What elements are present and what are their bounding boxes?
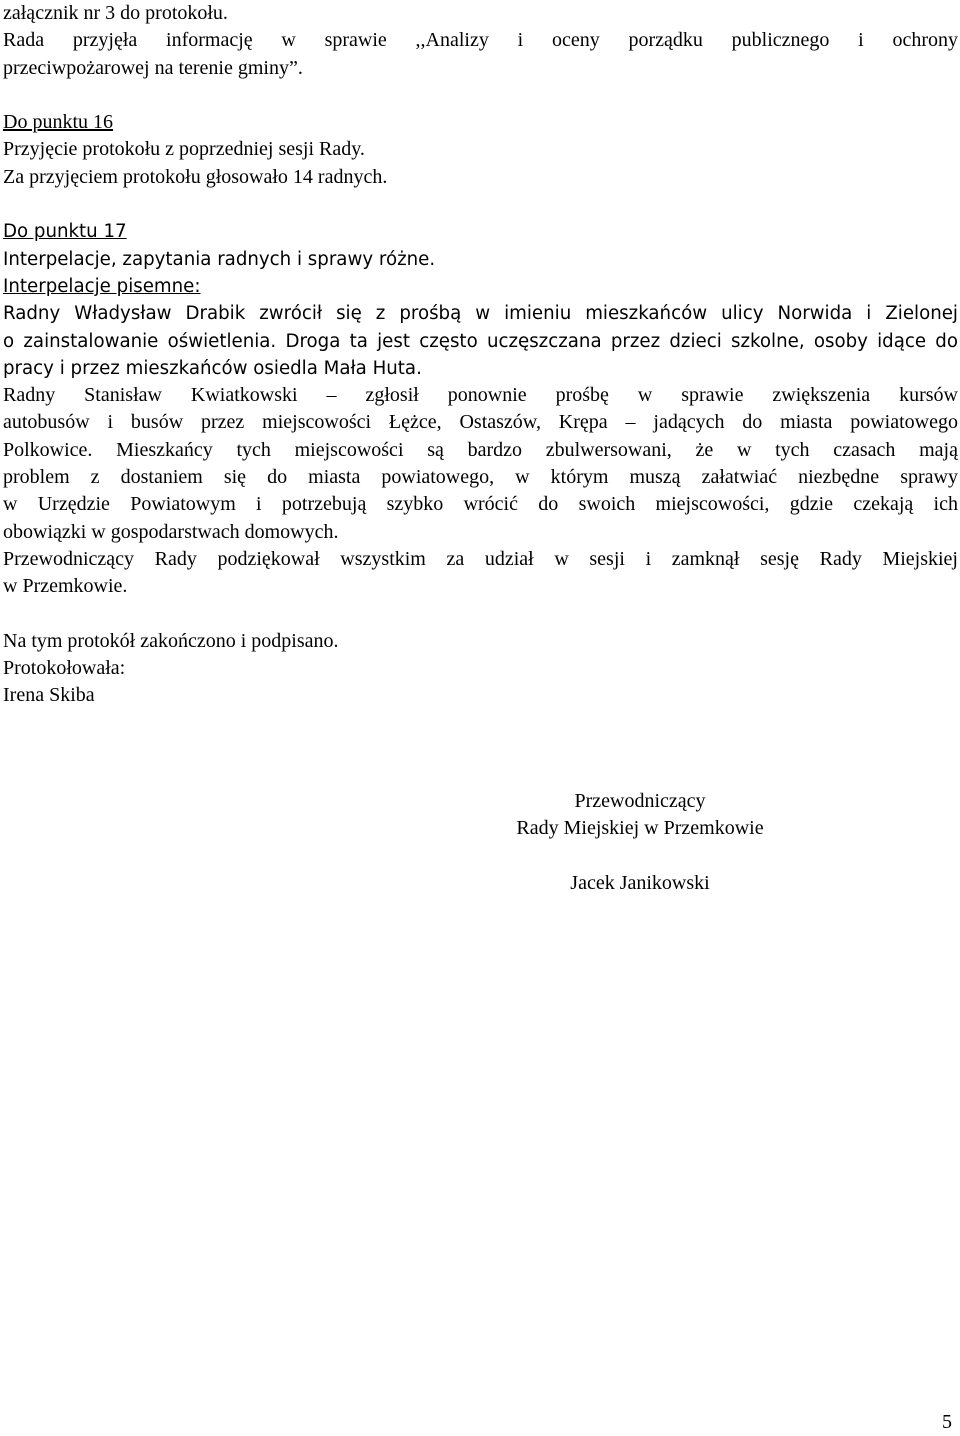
protocol-line-1: załącznik nr 3 do protokołu. (3, 2, 228, 24)
item17-p1-line-1: Radny Władysław Drabik zwrócił się z prośbą w imieniu mieszkańców ulicy Norwida i Zielonej (3, 303, 958, 325)
item16-title: Przyjęcie protokołu z poprzedniej sesji Rady. (3, 138, 365, 161)
item16-heading (3, 109, 958, 136)
item17-subheading-text: Interpelacje pisemne: (3, 275, 201, 297)
signature-title: Przewodniczący (574, 790, 706, 812)
spacer (3, 82, 958, 109)
item17-p1-line-2a: o zainstalowanie oświetlenia. (3, 330, 277, 352)
closing-line-1: Na tym protokół zakończono i podpisano. (3, 629, 339, 652)
item16-vote: Za przyjęciem protokołu głosowało 14 radnych. (3, 165, 388, 188)
signature-body: Rady Miejskiej w Przemkowie (516, 817, 764, 840)
protocol-line-3: przeciwpożarowej na terenie gminy”. (3, 56, 303, 79)
item17-p2-line-1: Radny Stanisław Kwiatkowski – zgłosił ponownie prośbę w sprawie zwiększenia kursów (3, 384, 958, 407)
item17-p1-line-3: pracy i przez mieszkańców osiedla Mała Huta. (3, 357, 422, 379)
item17-p2-line-6: obowiązki w gospodarstwach domowych. (3, 520, 339, 543)
item17-title: Interpelacje, zapytania radnych i sprawy różne. (3, 248, 436, 270)
spacer (3, 601, 958, 628)
closing-line-3: Irena Skiba (3, 684, 95, 707)
item17-p2-line-3: Polkowice. Mieszkańcy tych miejscowości są bardzo zbulwersowani, że w tych czasach mają (3, 438, 958, 461)
signature-name: Jacek Janikowski (570, 871, 710, 894)
item17-p1-line-2 (3, 328, 958, 355)
item17-p3-line-2: w Przemkowie. (3, 575, 128, 598)
spacer (3, 191, 958, 218)
page-number: 5 (942, 1411, 952, 1433)
signature-spacer (470, 843, 810, 870)
item17-heading-text: Do punktu 17 (3, 221, 127, 243)
document-body (3, 0, 958, 710)
item17-p2-line-4: problem z dostaniem się do miasta powiatowego, w którym muszą załatwiać niezbędne sprawy (3, 466, 958, 489)
closing-line-2: Protokołowała: (3, 657, 126, 680)
item17-subheading (3, 273, 958, 300)
item17-p1-line-2b: Droga ta jest często uczęszczana przez dzieci szkolne, osoby idące do (276, 330, 958, 352)
item16-heading-text: Do punktu 16 (3, 111, 113, 134)
item17-p2-line-2: autobusów i busów przez miejscowości Łężce, Ostaszów, Krępa – jadących do miasta powiatowego (3, 411, 958, 434)
item17-p3-line-1: Przewodniczący Rady podziękował wszystkim za udział w sesji i zamknął sesję Rady Miejskiej (3, 547, 958, 570)
item17-p2-line-5: w Urzędzie Powiatowym i potrzebują szybko wrócić do swoich miejscowości, gdzie czekają ich (3, 493, 958, 516)
item17-heading (3, 218, 958, 245)
signature-block (470, 788, 810, 897)
protocol-line-2: Rada przyjęła informację w sprawie ,,Analizy i oceny porządku publicznego i ochrony (3, 29, 958, 52)
